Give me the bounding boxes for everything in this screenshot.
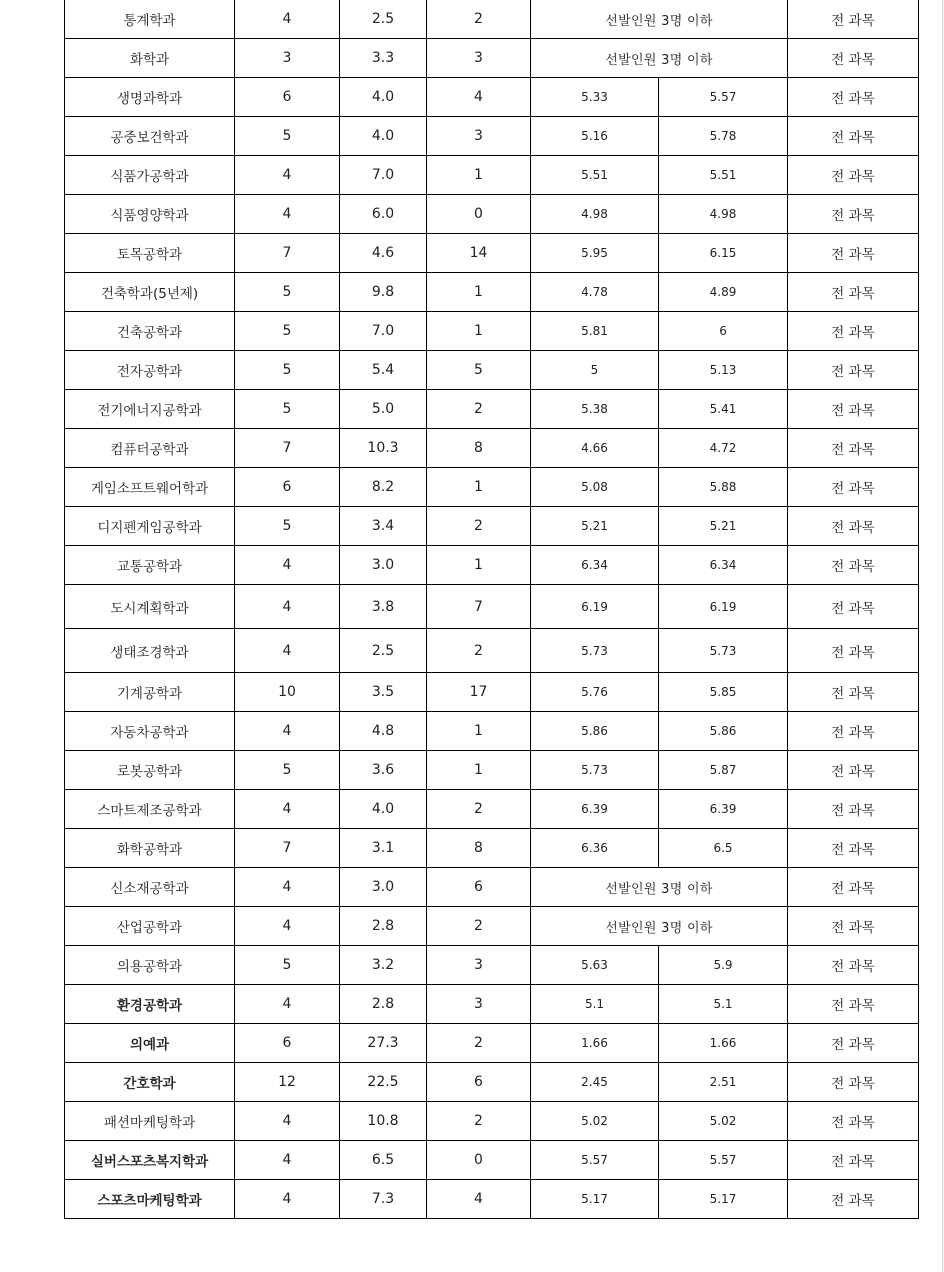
waitlist-cell: 2	[427, 790, 531, 829]
department-cell: 로봇공학과	[65, 751, 235, 790]
cutoff-grade-cell: 5.95	[531, 234, 659, 273]
competition-ratio-cell: 22.5	[340, 1063, 427, 1102]
cutoff-note-cell: 선발인원 3명 이하	[531, 39, 788, 78]
waitlist-cell: 1	[427, 546, 531, 585]
department-cell: 건축공학과	[65, 312, 235, 351]
competition-ratio-cell: 7.3	[340, 1180, 427, 1219]
department-cell: 도시계획학과	[65, 585, 235, 629]
cutoff-grade-cell: 5.57	[659, 78, 788, 117]
cutoff-grade-cell: 1.66	[531, 1024, 659, 1063]
quota-cell: 3	[235, 39, 340, 78]
table-row	[65, 273, 919, 312]
subjects-cell: 전 과목	[788, 1024, 919, 1063]
table-row	[65, 156, 919, 195]
cutoff-grade-cell: 5.38	[531, 390, 659, 429]
subjects-cell: 전 과목	[788, 507, 919, 546]
table-row	[65, 117, 919, 156]
subjects-cell: 전 과목	[788, 1180, 919, 1219]
cutoff-grade-cell: 5.17	[659, 1180, 788, 1219]
cutoff-grade-cell: 5.81	[531, 312, 659, 351]
subjects-cell: 전 과목	[788, 468, 919, 507]
cutoff-note-cell: 선발인원 3명 이하	[531, 907, 788, 946]
competition-ratio-cell: 3.8	[340, 585, 427, 629]
waitlist-cell: 1	[427, 751, 531, 790]
waitlist-cell: 2	[427, 629, 531, 673]
cutoff-grade-cell: 5.13	[659, 351, 788, 390]
quota-cell: 7	[235, 234, 340, 273]
subjects-cell: 전 과목	[788, 1141, 919, 1180]
waitlist-cell: 2	[427, 0, 531, 39]
table-row	[65, 312, 919, 351]
cutoff-grade-cell: 5.1	[659, 985, 788, 1024]
waitlist-cell: 2	[427, 1024, 531, 1063]
quota-cell: 12	[235, 1063, 340, 1102]
cutoff-grade-cell: 6.19	[659, 585, 788, 629]
competition-ratio-cell: 3.0	[340, 868, 427, 907]
competition-ratio-cell: 3.5	[340, 673, 427, 712]
table-row	[65, 1024, 919, 1063]
cutoff-grade-cell: 5.41	[659, 390, 788, 429]
waitlist-cell: 1	[427, 273, 531, 312]
competition-ratio-cell: 4.8	[340, 712, 427, 751]
table-row	[65, 829, 919, 868]
cutoff-grade-cell: 5.17	[531, 1180, 659, 1219]
quota-cell: 4	[235, 156, 340, 195]
waitlist-cell: 1	[427, 156, 531, 195]
quota-cell: 4	[235, 1141, 340, 1180]
table-row	[65, 234, 919, 273]
waitlist-cell: 2	[427, 907, 531, 946]
waitlist-cell: 5	[427, 351, 531, 390]
department-cell: 실버스포츠복지학과	[65, 1141, 235, 1180]
cutoff-grade-cell: 4.66	[531, 429, 659, 468]
waitlist-cell: 8	[427, 829, 531, 868]
waitlist-cell: 4	[427, 78, 531, 117]
competition-ratio-cell: 7.0	[340, 312, 427, 351]
table-row	[65, 546, 919, 585]
quota-cell: 5	[235, 946, 340, 985]
quota-cell: 5	[235, 751, 340, 790]
quota-cell: 4	[235, 195, 340, 234]
competition-ratio-cell: 4.6	[340, 234, 427, 273]
quota-cell: 6	[235, 78, 340, 117]
subjects-cell: 전 과목	[788, 712, 919, 751]
department-cell: 스마트제조공학과	[65, 790, 235, 829]
quota-cell: 4	[235, 712, 340, 751]
competition-ratio-cell: 27.3	[340, 1024, 427, 1063]
quota-cell: 5	[235, 390, 340, 429]
table-row	[65, 585, 919, 629]
table-row	[65, 946, 919, 985]
table-row	[65, 1141, 919, 1180]
waitlist-cell: 6	[427, 1063, 531, 1102]
cutoff-grade-cell: 4.78	[531, 273, 659, 312]
waitlist-cell: 3	[427, 985, 531, 1024]
competition-ratio-cell: 9.8	[340, 273, 427, 312]
waitlist-cell: 2	[427, 1102, 531, 1141]
competition-ratio-cell: 4.0	[340, 790, 427, 829]
cutoff-grade-cell: 5.21	[531, 507, 659, 546]
department-cell: 게임소프트웨어학과	[65, 468, 235, 507]
department-cell: 교통공학과	[65, 546, 235, 585]
quota-cell: 7	[235, 429, 340, 468]
cutoff-grade-cell: 6.5	[659, 829, 788, 868]
table-row	[65, 712, 919, 751]
cutoff-grade-cell: 4.72	[659, 429, 788, 468]
competition-ratio-cell: 10.8	[340, 1102, 427, 1141]
table-row	[65, 790, 919, 829]
department-cell: 전기에너지공학과	[65, 390, 235, 429]
competition-ratio-cell: 3.3	[340, 39, 427, 78]
department-cell: 화학공학과	[65, 829, 235, 868]
cutoff-note-cell: 선발인원 3명 이하	[531, 0, 788, 39]
competition-ratio-cell: 3.0	[340, 546, 427, 585]
cutoff-grade-cell: 6.19	[531, 585, 659, 629]
department-cell: 기계공학과	[65, 673, 235, 712]
waitlist-cell: 3	[427, 39, 531, 78]
competition-ratio-cell: 4.0	[340, 78, 427, 117]
quota-cell: 4	[235, 546, 340, 585]
competition-ratio-cell: 3.2	[340, 946, 427, 985]
quota-cell: 4	[235, 629, 340, 673]
cutoff-grade-cell: 5.88	[659, 468, 788, 507]
department-cell: 스포츠마케팅학과	[65, 1180, 235, 1219]
competition-ratio-cell: 5.0	[340, 390, 427, 429]
subjects-cell: 전 과목	[788, 946, 919, 985]
subjects-cell: 전 과목	[788, 78, 919, 117]
cutoff-note-cell: 선발인원 3명 이하	[531, 868, 788, 907]
cutoff-grade-cell: 5.86	[531, 712, 659, 751]
quota-cell: 4	[235, 585, 340, 629]
cutoff-grade-cell: 2.51	[659, 1063, 788, 1102]
waitlist-cell: 3	[427, 946, 531, 985]
competition-ratio-cell: 3.1	[340, 829, 427, 868]
quota-cell: 10	[235, 673, 340, 712]
cutoff-grade-cell: 5.51	[659, 156, 788, 195]
subjects-cell: 전 과목	[788, 1063, 919, 1102]
subjects-cell: 전 과목	[788, 868, 919, 907]
department-cell: 디지펜게임공학과	[65, 507, 235, 546]
quota-cell: 6	[235, 1024, 340, 1063]
quota-cell: 4	[235, 790, 340, 829]
cutoff-grade-cell: 5.76	[531, 673, 659, 712]
waitlist-cell: 4	[427, 1180, 531, 1219]
department-cell: 간호학과	[65, 1063, 235, 1102]
admission-results-table	[64, 0, 919, 1219]
cutoff-grade-cell: 6.34	[659, 546, 788, 585]
table-row	[65, 751, 919, 790]
department-cell: 패션마케팅학과	[65, 1102, 235, 1141]
waitlist-cell: 1	[427, 312, 531, 351]
cutoff-grade-cell: 6.15	[659, 234, 788, 273]
department-cell: 화학과	[65, 39, 235, 78]
cutoff-grade-cell: 5.08	[531, 468, 659, 507]
subjects-cell: 전 과목	[788, 156, 919, 195]
table-row	[65, 629, 919, 673]
waitlist-cell: 1	[427, 468, 531, 507]
department-cell: 생명과학과	[65, 78, 235, 117]
competition-ratio-cell: 6.5	[340, 1141, 427, 1180]
competition-ratio-cell: 2.5	[340, 0, 427, 39]
competition-ratio-cell: 2.8	[340, 985, 427, 1024]
table-row	[65, 673, 919, 712]
waitlist-cell: 3	[427, 117, 531, 156]
table-row	[65, 907, 919, 946]
cutoff-grade-cell: 5.73	[531, 751, 659, 790]
quota-cell: 4	[235, 0, 340, 39]
subjects-cell: 전 과목	[788, 39, 919, 78]
subjects-cell: 전 과목	[788, 907, 919, 946]
subjects-cell: 전 과목	[788, 312, 919, 351]
department-cell: 신소재공학과	[65, 868, 235, 907]
department-cell: 전자공학과	[65, 351, 235, 390]
cutoff-grade-cell: 5.87	[659, 751, 788, 790]
competition-ratio-cell: 3.6	[340, 751, 427, 790]
quota-cell: 5	[235, 312, 340, 351]
cutoff-grade-cell: 5.21	[659, 507, 788, 546]
cutoff-grade-cell: 4.89	[659, 273, 788, 312]
waitlist-cell: 2	[427, 507, 531, 546]
department-cell: 식품가공학과	[65, 156, 235, 195]
competition-ratio-cell: 5.4	[340, 351, 427, 390]
quota-cell: 4	[235, 868, 340, 907]
waitlist-cell: 7	[427, 585, 531, 629]
department-cell: 자동차공학과	[65, 712, 235, 751]
table-row	[65, 39, 919, 78]
cutoff-grade-cell: 5.73	[659, 629, 788, 673]
department-cell: 통계학과	[65, 0, 235, 39]
cutoff-grade-cell: 6	[659, 312, 788, 351]
table-row	[65, 1063, 919, 1102]
subjects-cell: 전 과목	[788, 985, 919, 1024]
subjects-cell: 전 과목	[788, 1102, 919, 1141]
quota-cell: 6	[235, 468, 340, 507]
cutoff-grade-cell: 5.63	[531, 946, 659, 985]
competition-ratio-cell: 3.4	[340, 507, 427, 546]
table-row	[65, 78, 919, 117]
cutoff-grade-cell: 6.36	[531, 829, 659, 868]
cutoff-grade-cell: 4.98	[531, 195, 659, 234]
table-row	[65, 195, 919, 234]
cutoff-grade-cell: 5.51	[531, 156, 659, 195]
quota-cell: 4	[235, 1102, 340, 1141]
cutoff-grade-cell: 6.39	[659, 790, 788, 829]
subjects-cell: 전 과목	[788, 585, 919, 629]
department-cell: 건축학과(5년제)	[65, 273, 235, 312]
cutoff-grade-cell: 5.86	[659, 712, 788, 751]
quota-cell: 4	[235, 985, 340, 1024]
cutoff-grade-cell: 5.1	[531, 985, 659, 1024]
competition-ratio-cell: 7.0	[340, 156, 427, 195]
quota-cell: 4	[235, 907, 340, 946]
competition-ratio-cell: 2.8	[340, 907, 427, 946]
cutoff-grade-cell: 5.9	[659, 946, 788, 985]
quota-cell: 7	[235, 829, 340, 868]
table-row	[65, 985, 919, 1024]
subjects-cell: 전 과목	[788, 234, 919, 273]
subjects-cell: 전 과목	[788, 0, 919, 39]
competition-ratio-cell: 10.3	[340, 429, 427, 468]
subjects-cell: 전 과목	[788, 429, 919, 468]
table-row	[65, 868, 919, 907]
cutoff-grade-cell: 5.85	[659, 673, 788, 712]
department-cell: 컴퓨터공학과	[65, 429, 235, 468]
cutoff-grade-cell: 5.16	[531, 117, 659, 156]
table-row	[65, 1180, 919, 1219]
cutoff-grade-cell: 5.02	[659, 1102, 788, 1141]
cutoff-grade-cell: 6.39	[531, 790, 659, 829]
table-row	[65, 507, 919, 546]
waitlist-cell: 0	[427, 1141, 531, 1180]
department-cell: 생태조경학과	[65, 629, 235, 673]
subjects-cell: 전 과목	[788, 117, 919, 156]
waitlist-cell: 17	[427, 673, 531, 712]
waitlist-cell: 1	[427, 712, 531, 751]
competition-ratio-cell: 4.0	[340, 117, 427, 156]
cutoff-grade-cell: 2.45	[531, 1063, 659, 1102]
cutoff-grade-cell: 5.78	[659, 117, 788, 156]
waitlist-cell: 8	[427, 429, 531, 468]
subjects-cell: 전 과목	[788, 390, 919, 429]
department-cell: 의용공학과	[65, 946, 235, 985]
quota-cell: 5	[235, 507, 340, 546]
waitlist-cell: 14	[427, 234, 531, 273]
subjects-cell: 전 과목	[788, 273, 919, 312]
cutoff-grade-cell: 5	[531, 351, 659, 390]
cutoff-grade-cell: 4.98	[659, 195, 788, 234]
table-row	[65, 0, 919, 39]
department-cell: 의예과	[65, 1024, 235, 1063]
cutoff-grade-cell: 5.33	[531, 78, 659, 117]
table-row	[65, 351, 919, 390]
waitlist-cell: 2	[427, 390, 531, 429]
quota-cell: 5	[235, 273, 340, 312]
table-row	[65, 468, 919, 507]
subjects-cell: 전 과목	[788, 546, 919, 585]
subjects-cell: 전 과목	[788, 751, 919, 790]
department-cell: 환경공학과	[65, 985, 235, 1024]
subjects-cell: 전 과목	[788, 790, 919, 829]
table-row	[65, 1102, 919, 1141]
subjects-cell: 전 과목	[788, 629, 919, 673]
department-cell: 산업공학과	[65, 907, 235, 946]
waitlist-cell: 0	[427, 195, 531, 234]
cutoff-grade-cell: 5.02	[531, 1102, 659, 1141]
cutoff-grade-cell: 5.57	[531, 1141, 659, 1180]
competition-ratio-cell: 6.0	[340, 195, 427, 234]
subjects-cell: 전 과목	[788, 829, 919, 868]
department-cell: 토목공학과	[65, 234, 235, 273]
subjects-cell: 전 과목	[788, 351, 919, 390]
waitlist-cell: 6	[427, 868, 531, 907]
quota-cell: 5	[235, 117, 340, 156]
department-cell: 공중보건학과	[65, 117, 235, 156]
cutoff-grade-cell: 6.34	[531, 546, 659, 585]
competition-ratio-cell: 8.2	[340, 468, 427, 507]
department-cell: 식품영양학과	[65, 195, 235, 234]
table-row	[65, 429, 919, 468]
cutoff-grade-cell: 5.73	[531, 629, 659, 673]
cutoff-grade-cell: 5.57	[659, 1141, 788, 1180]
quota-cell: 4	[235, 1180, 340, 1219]
quota-cell: 5	[235, 351, 340, 390]
competition-ratio-cell: 2.5	[340, 629, 427, 673]
subjects-cell: 전 과목	[788, 195, 919, 234]
table-row	[65, 390, 919, 429]
subjects-cell: 전 과목	[788, 673, 919, 712]
cutoff-grade-cell: 1.66	[659, 1024, 788, 1063]
table-body	[65, 0, 919, 1219]
